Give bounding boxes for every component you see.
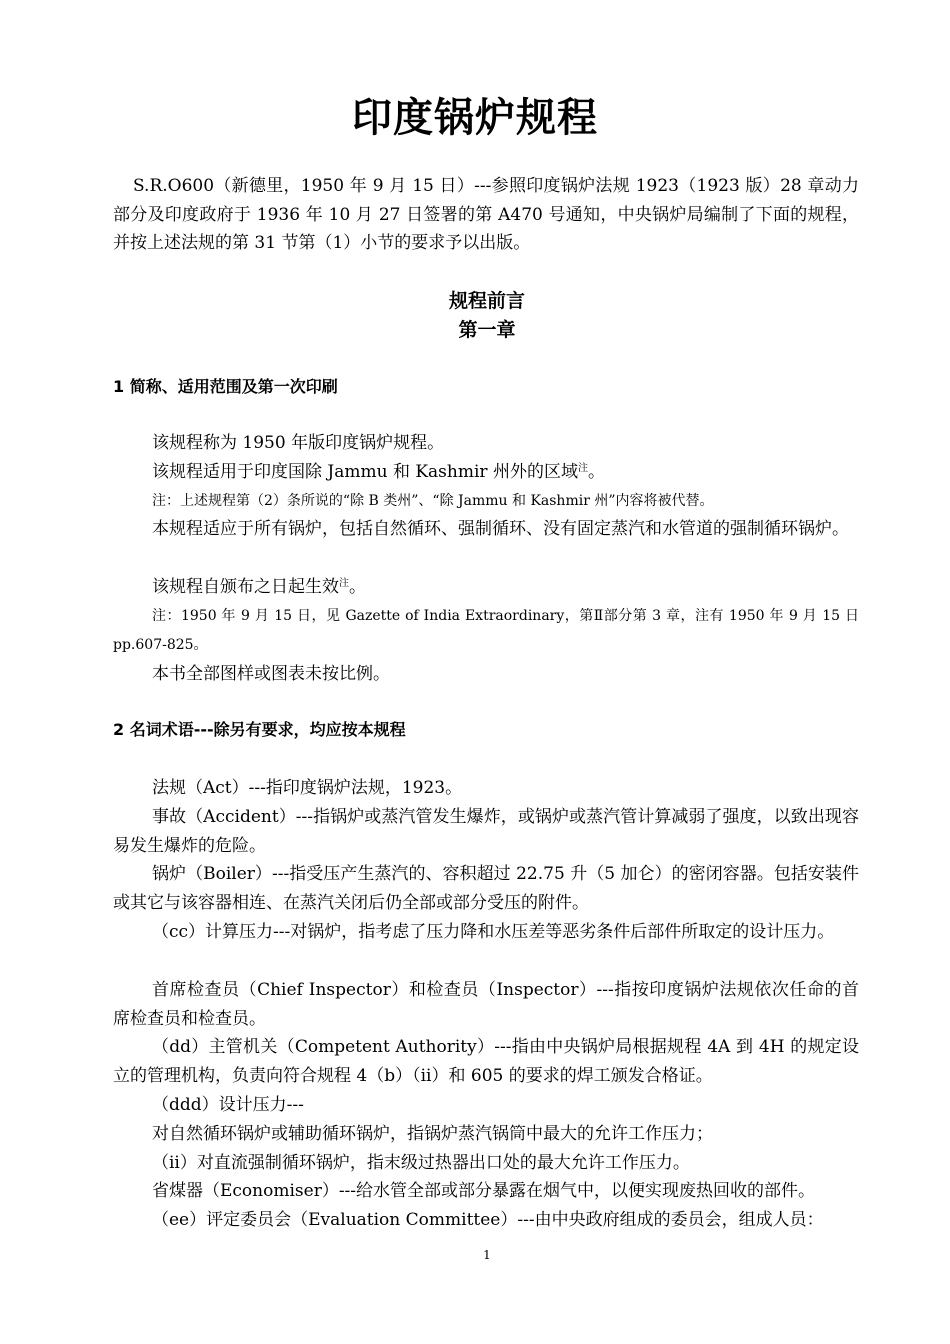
definition-design-pressure: （ddd）设计压力--- xyxy=(152,1095,304,1115)
footnote-mark: 注 xyxy=(339,578,349,589)
section-1-paragraph-2 xyxy=(113,458,859,487)
definition-inspector: 首席检查员（Chief Inspector）和检查员（Inspector）---指按印度锅炉法规依次任命的首席检查员和检查员。 xyxy=(113,980,859,1029)
definition-accident: 事故（Accident）---指锅炉或蒸汽管发生爆炸，或锅炉或蒸汽管计算减弱了强度，以致出现容易发生爆炸的危险。 xyxy=(113,807,859,856)
paragraph-4-text: 该规程自颁布之日起生效 xyxy=(152,577,339,597)
definition-evaluation-committee: （ee）评定委员会（Evaluation Committee）---由中央政府组成的委员会，组成人员： xyxy=(152,1210,824,1230)
paragraph-4-end: 。 xyxy=(349,577,366,597)
definition-boiler: 锅炉（Boiler）---指受压产生蒸汽的、容积超过 22.75 升（5 加仑）的密闭容器。包括安装件或其它与该容器相连、在蒸汽关闭后仍全部或部分受压的附件。 xyxy=(113,864,859,913)
definition-economiser: 省煤器（Economiser）---给水管全部或部分暴露在烟气中，以便实现废热回收的部件。 xyxy=(152,1181,816,1201)
chapter-title: 第一章 xyxy=(458,319,516,341)
document-title: 印度锅炉规程 xyxy=(352,95,598,141)
definition-design-pressure-i: 对自然循环锅炉或辅助循环锅炉，指锅炉蒸汽锅筒中最大的允许工作压力； xyxy=(152,1124,713,1144)
section-1-paragraph-1: 该规程称为 1950 年版印度锅炉规程。 xyxy=(152,433,445,453)
definition-design-pressure-ii: （ii）对直流强制循环锅炉，指末级过热器出口处的最大允许工作压力。 xyxy=(152,1153,690,1173)
intro-paragraph: S.R.O600（新德里，1950 年 9 月 15 日）---参照印度锅炉法规 1923（1923 版）28 章动力部分及印度政府于 1936 年 10 月 27 日签署的第 A470 号通知，中央锅炉局编制了下面的规程，并按上述法规的第 31 节第（1）小节的要求予以出版。 xyxy=(113,176,859,253)
paragraph-2-end: 。 xyxy=(587,462,605,482)
section-2-heading: 2 名词术语---除另有要求，均应按本规程 xyxy=(113,720,406,739)
section-1-paragraph-4 xyxy=(113,573,859,602)
section-1-paragraph-5: 本书全部图样或图表未按比例。 xyxy=(152,664,390,684)
definition-competent-authority: （dd）主管机关（Competent Authority）---指由中央锅炉局根据规程 4A 到 4H 的规定设立的管理机构，负责向符合规程 4（b）（ii）和 605 的要求的焊工颁发合格证。 xyxy=(113,1037,859,1086)
footnote-mark: 注 xyxy=(577,463,588,474)
page-number: 1 xyxy=(483,1248,491,1262)
paragraph-2-text: 该规程适用于印度国除 Jammu 和 Kashmir 州外的区域 xyxy=(152,462,578,482)
section-1-paragraph-3: 本规程适应于所有锅炉，包括自然循环、强制循环、没有固定蒸汽和水管道的强制循环锅炉。 xyxy=(152,519,849,539)
definition-calculation-pressure: （cc）计算压力---对锅炉，指考虑了压力降和水压差等恶劣条件后部件所取定的设计压力。 xyxy=(152,922,835,942)
definition-act: 法规（Act）---指印度锅炉法规，1923。 xyxy=(152,778,463,798)
note-2: 注：1950 年 9 月 15 日，见 Gazette of India Extraordinary，第Ⅱ部分第 3 章，注有 1950 年 9 月 15 日 pp.607-825。 xyxy=(113,608,859,653)
section-1-heading: 1 简称、适用范围及第一次印刷 xyxy=(113,377,338,396)
note-1: 注：上述规程第（2）条所说的“除 B 类州”、“除 Jammu 和 Kashmir 州”内容将被代替。 xyxy=(152,493,714,509)
preface-title: 规程前言 xyxy=(448,290,525,312)
